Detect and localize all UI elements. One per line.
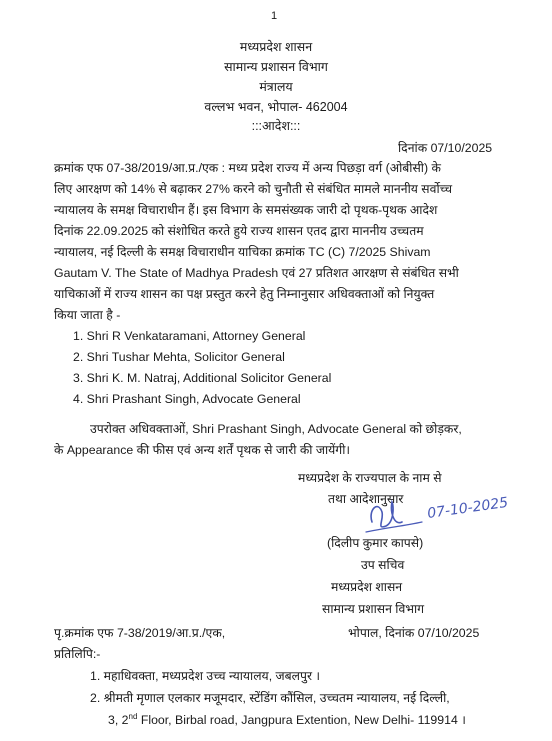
signature-date: 07-10-2025 bbox=[426, 494, 510, 522]
paragraph-line: Gautam V. The State of Madhya Pradesh एवं 27 प्रतिशत आरक्षण से संबंधित सभी bbox=[54, 266, 459, 280]
paragraph-line: क्रमांक एफ 07-38/2019/आ.प्र./एक : मध्य प्रदेश राज्य में अन्य पिछड़ा वर्ग (ओबीसी) के bbox=[54, 161, 441, 175]
paragraph-line: याचिकाओं में राज्य शासन का पक्ष प्रस्तुत करने हेतु निम्नानुसार अधिवक्ताओं को नियुक्त bbox=[54, 287, 435, 301]
header-government: मध्यप्रदेश शासन bbox=[239, 40, 313, 54]
fees-line: उपरोक्त अधिवक्ताओं, Shri Prashant Singh, Advocate General को छोड़कर, bbox=[90, 422, 462, 436]
signatory-government: मध्यप्रदेश शासन bbox=[331, 580, 403, 594]
list-item: 3. Shri K. M. Natraj, Additional Solicitor General bbox=[73, 371, 332, 385]
paragraph-line: किया जाता है - bbox=[54, 308, 121, 322]
header-department: सामान्य प्रशासन विभाग bbox=[224, 60, 328, 74]
address-rest: Floor, Birbal road, Jangpura Extention, New Delhi- 119914 । bbox=[137, 713, 466, 727]
order-label: :::आदेश::: bbox=[251, 119, 301, 133]
address-start: 3, 2 bbox=[108, 713, 129, 727]
sign-authority-line: मध्यप्रदेश के राज्यपाल के नाम से bbox=[298, 471, 442, 485]
list-item: 1. Shri R Venkataramani, Attorney General bbox=[73, 329, 306, 343]
paragraph-line: दिनांक 22.09.2025 को संशोधित करते हुये राज्य शासन एतद द्वारा माननीय उच्चतम bbox=[54, 224, 424, 238]
list-item-continued bbox=[108, 711, 466, 728]
signatory-name: (दिलीप कुमार कापसे) bbox=[327, 536, 424, 550]
copy-label: प्रतिलिपि:- bbox=[54, 647, 101, 661]
list-item: 1. महाधिवक्ता, मध्यप्रदेश उच्च न्यायालय, जबलपुर । bbox=[90, 669, 321, 683]
ordinal-suffix: nd bbox=[128, 711, 138, 721]
endorsement-number: पृ.क्रमांक एफ 7-38/2019/आ.प्र./एक, bbox=[54, 626, 226, 640]
sign-order-line: तथा आदेशानुसार bbox=[328, 492, 404, 506]
paragraph-line: न्यायालय के समक्ष विचाराधीन हैं। इस विभाग के समसंख्यक जारी दो पृथक-पृथक आदेश bbox=[54, 203, 438, 217]
list-item: 2. श्रीमती मृणाल एलकार मजूमदार, स्टेंडिंग कौंसिल, उच्चतम न्यायालय, नई दिल्ली, bbox=[90, 691, 450, 705]
header-office: मंत्रालय bbox=[259, 80, 293, 94]
fees-line: के Appearance की फीस एवं अन्य शर्तें पृथक से जारी की जायेंगी। bbox=[54, 443, 351, 457]
handwritten-signature bbox=[364, 492, 514, 540]
endorsement-date: भोपाल, दिनांक 07/10/2025 bbox=[348, 626, 480, 640]
list-item: 2. Shri Tushar Mehta, Solicitor General bbox=[73, 350, 285, 364]
paragraph-line: न्यायालय, नई दिल्ली के समक्ष विचाराधीन याचिका क्रमांक TC (C) 7/2025 Shivam bbox=[54, 245, 431, 259]
order-date: दिनांक 07/10/2025 bbox=[398, 141, 493, 155]
signatory-designation: उप सचिव bbox=[361, 558, 405, 572]
list-item: 4. Shri Prashant Singh, Advocate General bbox=[73, 392, 301, 406]
paragraph-line: लिए आरक्षण को 14% से बढ़ाकर 27% करने को चुनौती से संबंधित मामले माननीय सर्वोच्च bbox=[54, 182, 453, 196]
page-number: 1 bbox=[271, 10, 278, 22]
header-address: वल्लभ भवन, भोपाल- 462004 bbox=[204, 100, 348, 114]
signatory-department: सामान्य प्रशासन विभाग bbox=[322, 602, 425, 616]
